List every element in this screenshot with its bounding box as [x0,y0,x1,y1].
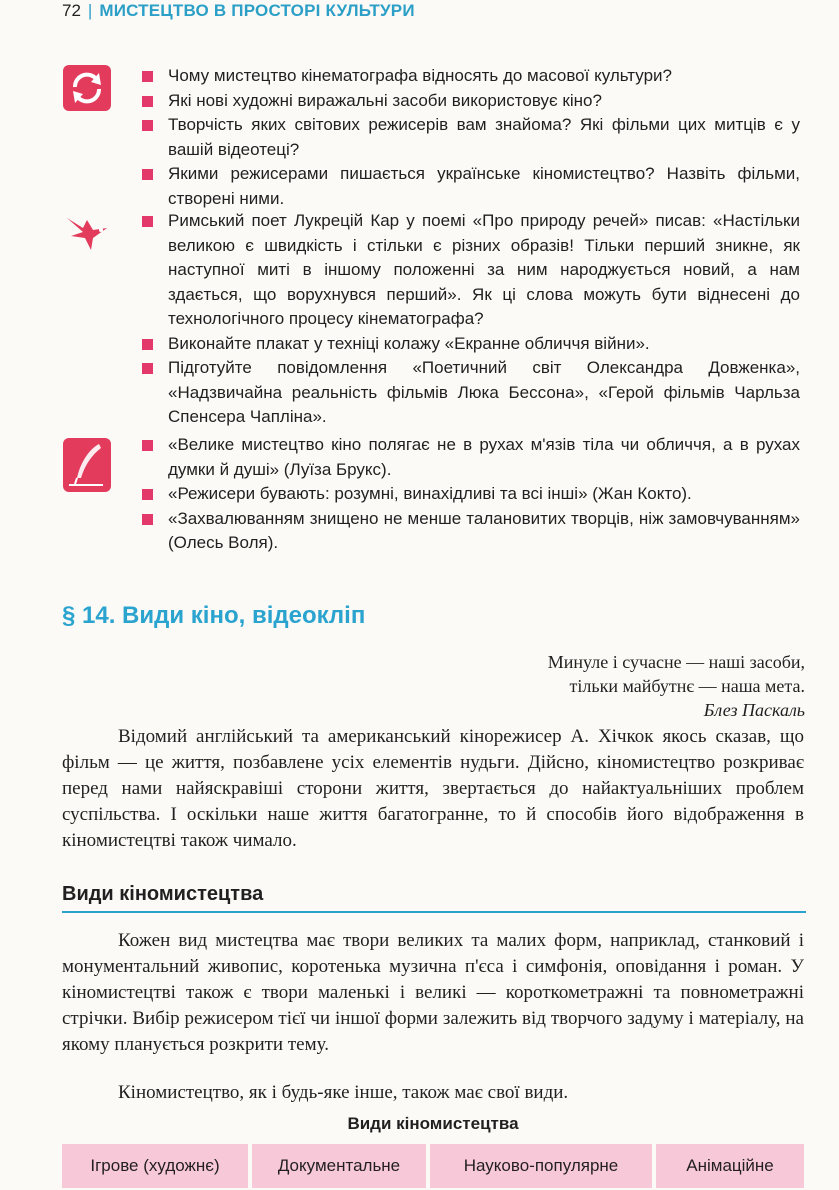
list-item: Виконайте плакат у техніці колажу «Екранне обличчя війни». [140,332,800,357]
table-cell: Документальне [252,1144,426,1188]
epigraph-line: тільки майбутнє — наша мета. [569,676,805,696]
section-title: § 14. Види кіно, відеокліп [62,602,366,629]
review-questions-list [140,64,800,211]
list-item: Творчість яких світових режисерів вам знайома? Які фільми цих митців є у вашій відеотеці? [140,113,800,162]
quotes-list [140,433,800,556]
table-cell: Анімаційне [656,1144,804,1188]
list-item: «Режисери бувають: розумні, винахідливі та всі інші» (Жан Кокто). [140,482,800,507]
running-head [62,0,415,24]
body-paragraph: Кіномистецтво, як і будь-яке інше, також має свої види. [118,1082,569,1103]
list-item: «Захвалюванням знищено не менше талановитих творців, ніж замовчуванням» (Олесь Воля). [140,507,800,556]
flying-bird-icon [63,210,111,256]
epigraph [385,650,805,722]
list-item: Які нові художні виражальні засоби використовує кіно? [140,89,800,114]
film-types-table [62,1144,804,1188]
header-divider: | [87,1,93,20]
list-item: Римський поет Лукрецій Кар у поемі «Про природу речей» писав: «Настільки великою є швидкість і стільки є різних образів! Тільки перший зникне, як наступної миті в іншому положенні за ним народжується новий, а нам здається, що ворухнувся перший». Як ці слова можуть бути віднесені до технологічного процесу кінематографа? [140,209,800,332]
list-item: Чому мистецтво кінематографа відносять до масової культури? [140,64,800,89]
list-item: Якими режисерами пишається українське кіномистецтво? Назвіть фільми, створені ними. [140,162,800,211]
epigraph-author: Блез Паскаль [703,700,805,720]
refresh-arrows-icon [63,65,111,111]
list-item: «Велике мистецтво кіно полягає не в рухах м'язів тіла чи обличчя, а в рухах думки й душі» (Луїза Брукс). [140,433,800,482]
subsection-title: Види кіномистецтва [62,883,264,905]
quill-pen-icon [63,438,111,492]
epigraph-line: Минуле і сучасне — наші засоби, [547,652,805,672]
creative-tasks-list [140,209,800,430]
body-paragraph: Кожен вид мистецтва має твори великих та малих форм, наприклад, станковий і монументальний живопис, коротенька музична п'єса і симфонія, оповідання і роман. У кіномистецтві також є твори маленькі і великі — короткометражні та повнометражні стрічки. Вибір режисером тієї чи іншої форми залежить від творчого задуму і матеріалу, на якому планується розкрити тему. [62,930,804,1055]
list-item: Підготуйте повідомлення «Поетичний світ Олександра Довженка», «Надзвичайна реальність фільмів Люка Бессона», «Герой фільмів Чарльза Спенсера Чапліна». [140,356,800,430]
subsection-rule [62,911,806,913]
intro-paragraph: Відомий англійський та американський кінорежисер А. Хічкок якось сказав, що фільм — це життя, позбавлене усіх елементів нудьги. Дійсно, кіномистецтво розкриває перед нами найяскравіші сторони життя, звертається до найактуальніших проблем суспільства. І оскільки наше життя багатогранне, то й способів його відображення в кіномистецтві також чимало. [62,726,804,851]
table-cell: Науково-популярне [430,1144,652,1188]
table-cell: Ігрове (художнє) [62,1144,248,1188]
chapter-title: МИСТЕЦТВО В ПРОСТОРІ КУЛЬТУРИ [99,1,415,20]
page-number: 72 [62,1,81,20]
table-caption: Види кіномистецтва [347,1114,519,1133]
